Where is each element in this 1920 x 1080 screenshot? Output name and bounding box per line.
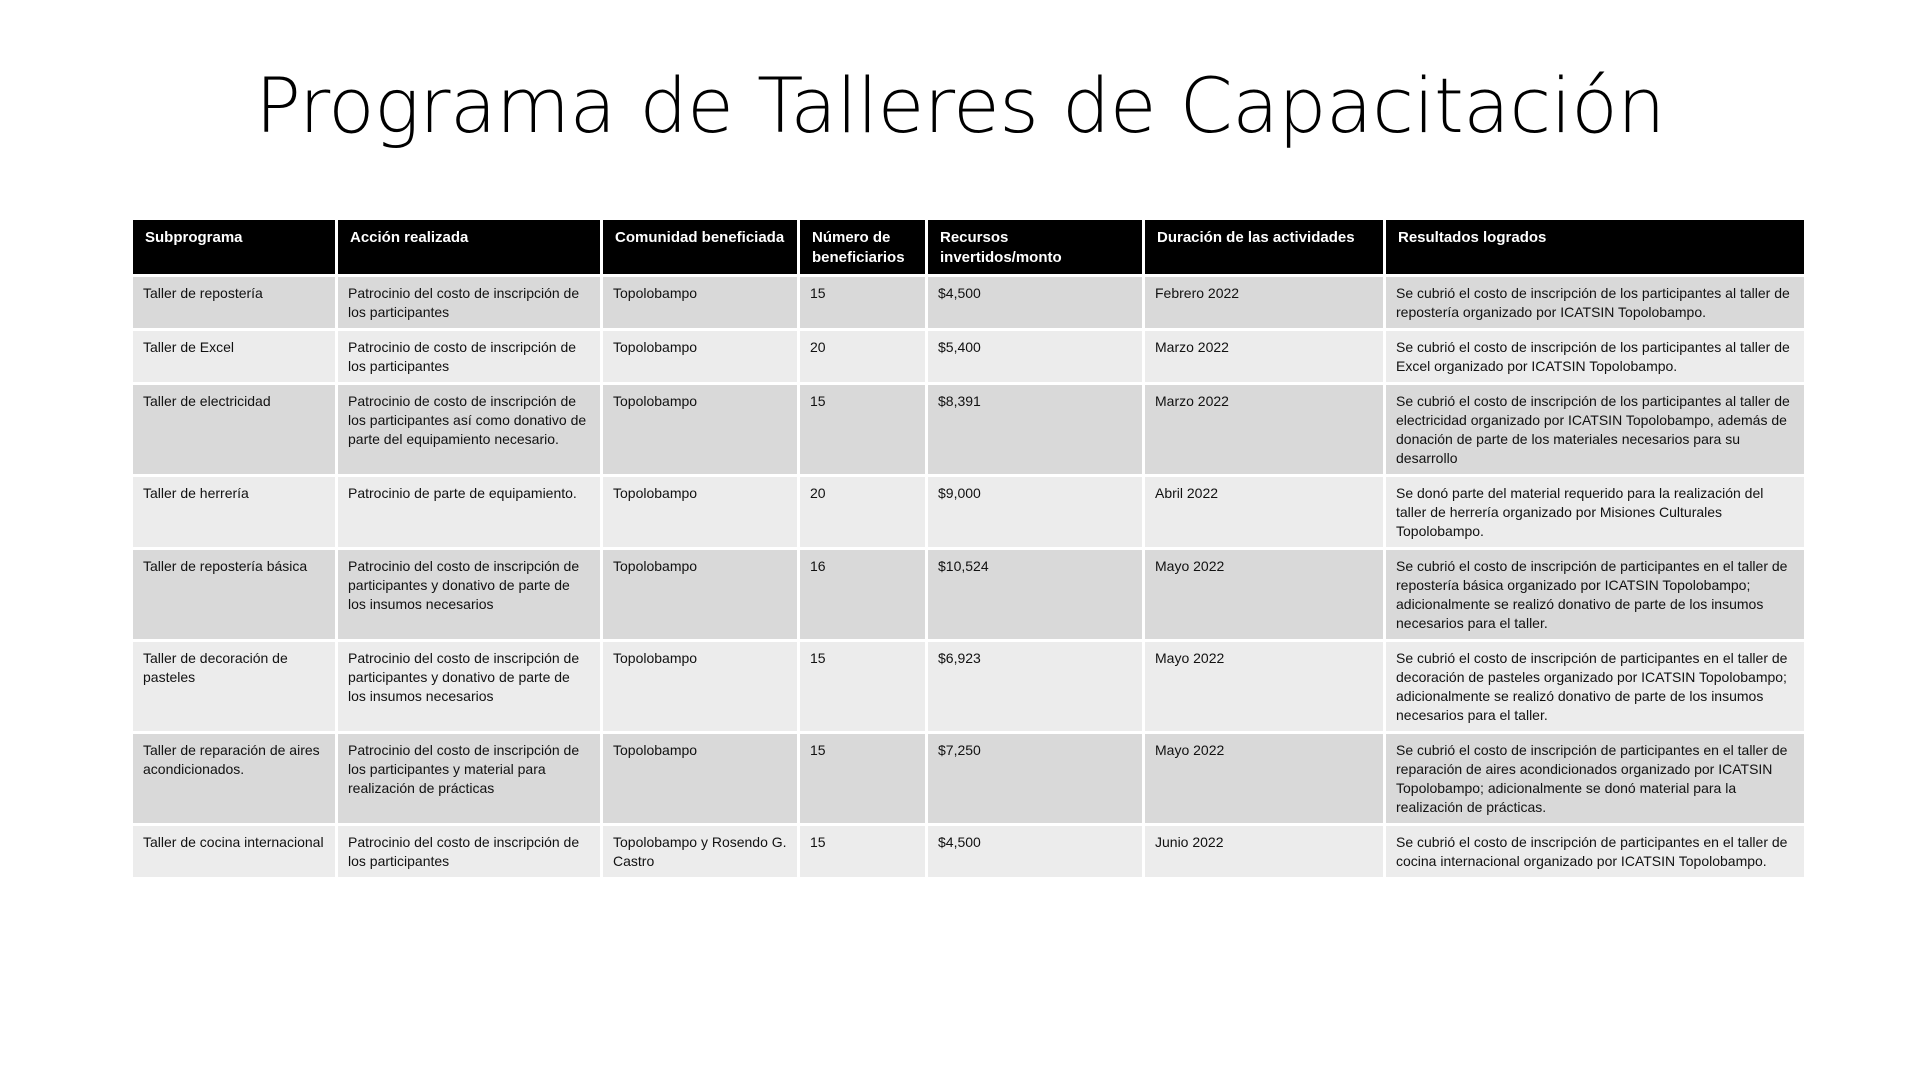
cell-accion: Patrocinio del costo de inscripción de los participantes y material para realización de prácticas — [338, 734, 600, 823]
cell-monto: $5,400 — [928, 331, 1142, 382]
workshops-table-container — [133, 220, 1799, 877]
cell-resultados: Se cubrió el costo de inscripción de los participantes al taller de electricidad organizado por ICATSIN Topolobampo, además de donación de parte de los materiales necesarios para su desarrollo — [1386, 385, 1804, 474]
cell-resultados: Se cubrió el costo de inscripción de participantes en el taller de decoración de pasteles organizado por ICATSIN Topolobampo; adicionalmente se realizó donativo de parte de los insumos necesarios para el taller. — [1386, 642, 1804, 731]
cell-subprograma: Taller de cocina internacional — [133, 826, 335, 877]
table-row — [133, 277, 1804, 328]
cell-monto: $10,524 — [928, 550, 1142, 639]
cell-subprograma: Taller de Excel — [133, 331, 335, 382]
cell-subprograma: Taller de reparación de aires acondicionados. — [133, 734, 335, 823]
cell-accion: Patrocinio del costo de inscripción de participantes y donativo de parte de los insumos necesarios — [338, 550, 600, 639]
cell-subprograma: Taller de herrería — [133, 477, 335, 547]
cell-monto: $6,923 — [928, 642, 1142, 731]
table-row — [133, 734, 1804, 823]
cell-duracion: Junio 2022 — [1145, 826, 1383, 877]
cell-beneficiarios: 15 — [800, 734, 925, 823]
cell-monto: $4,500 — [928, 277, 1142, 328]
table-row — [133, 642, 1804, 731]
cell-comunidad: Topolobampo — [603, 550, 797, 639]
cell-resultados: Se cubrió el costo de inscripción de participantes en el taller de cocina internacional organizado por ICATSIN Topolobampo. — [1386, 826, 1804, 877]
cell-beneficiarios: 15 — [800, 826, 925, 877]
header-resultados-logrados: Resultados logrados — [1386, 220, 1804, 274]
cell-comunidad: Topolobampo — [603, 734, 797, 823]
cell-beneficiarios: 20 — [800, 477, 925, 547]
cell-resultados: Se cubrió el costo de inscripción de participantes en el taller de reparación de aires acondicionados organizado por ICATSIN Topolobampo; adicionalmente se donó material para la realización de prácticas. — [1386, 734, 1804, 823]
cell-comunidad: Topolobampo — [603, 277, 797, 328]
cell-accion: Patrocinio del costo de inscripción de los participantes — [338, 826, 600, 877]
cell-resultados: Se donó parte del material requerido para la realización del taller de herrería organizado por Misiones Culturales Topolobampo. — [1386, 477, 1804, 547]
workshops-table — [130, 217, 1807, 880]
cell-subprograma: Taller de repostería — [133, 277, 335, 328]
cell-accion: Patrocinio de costo de inscripción de los participantes — [338, 331, 600, 382]
cell-beneficiarios: 15 — [800, 277, 925, 328]
cell-monto: $7,250 — [928, 734, 1142, 823]
cell-duracion: Mayo 2022 — [1145, 550, 1383, 639]
table-row — [133, 477, 1804, 547]
header-accion-realizada: Acción realizada — [338, 220, 600, 274]
cell-duracion: Marzo 2022 — [1145, 385, 1383, 474]
cell-subprograma: Taller de decoración de pasteles — [133, 642, 335, 731]
cell-accion: Patrocinio del costo de inscripción de participantes y donativo de parte de los insumos necesarios — [338, 642, 600, 731]
cell-beneficiarios: 20 — [800, 331, 925, 382]
cell-duracion: Marzo 2022 — [1145, 331, 1383, 382]
header-comunidad-beneficiada: Comunidad beneficiada — [603, 220, 797, 274]
cell-resultados: Se cubrió el costo de inscripción de participantes en el taller de repostería básica organizado por ICATSIN Topolobampo; adicionalmente se realizó donativo de parte de los insumos necesarios para el taller. — [1386, 550, 1804, 639]
cell-comunidad: Topolobampo y Rosendo G. Castro — [603, 826, 797, 877]
cell-resultados: Se cubrió el costo de inscripción de los participantes al taller de Excel organizado por ICATSIN Topolobampo. — [1386, 331, 1804, 382]
cell-subprograma: Taller de repostería básica — [133, 550, 335, 639]
cell-comunidad: Topolobampo — [603, 477, 797, 547]
header-subprograma: Subprograma — [133, 220, 335, 274]
cell-duracion: Mayo 2022 — [1145, 734, 1383, 823]
cell-monto: $4,500 — [928, 826, 1142, 877]
cell-beneficiarios: 16 — [800, 550, 925, 639]
table-row — [133, 385, 1804, 474]
cell-comunidad: Topolobampo — [603, 642, 797, 731]
cell-beneficiarios: 15 — [800, 642, 925, 731]
header-duracion-actividades: Duración de las actividades — [1145, 220, 1383, 274]
cell-duracion: Febrero 2022 — [1145, 277, 1383, 328]
table-row — [133, 550, 1804, 639]
table-row — [133, 826, 1804, 877]
cell-comunidad: Topolobampo — [603, 331, 797, 382]
slide-title: Programa de Talleres de Capacitación — [255, 61, 1665, 150]
cell-resultados: Se cubrió el costo de inscripción de los participantes al taller de repostería organizado por ICATSIN Topolobampo. — [1386, 277, 1804, 328]
table-header-row — [133, 220, 1804, 274]
cell-accion: Patrocinio de costo de inscripción de los participantes así como donativo de parte del equipamiento necesario. — [338, 385, 600, 474]
cell-accion: Patrocinio de parte de equipamiento. — [338, 477, 600, 547]
cell-comunidad: Topolobampo — [603, 385, 797, 474]
cell-subprograma: Taller de electricidad — [133, 385, 335, 474]
cell-accion: Patrocinio del costo de inscripción de los participantes — [338, 277, 600, 328]
cell-duracion: Mayo 2022 — [1145, 642, 1383, 731]
table-row — [133, 331, 1804, 382]
header-numero-beneficiarios: Número de beneficiarios — [800, 220, 925, 274]
cell-monto: $8,391 — [928, 385, 1142, 474]
cell-duracion: Abril 2022 — [1145, 477, 1383, 547]
cell-beneficiarios: 15 — [800, 385, 925, 474]
header-recursos-invertidos: Recursos invertidos/monto — [928, 220, 1142, 274]
cell-monto: $9,000 — [928, 477, 1142, 547]
